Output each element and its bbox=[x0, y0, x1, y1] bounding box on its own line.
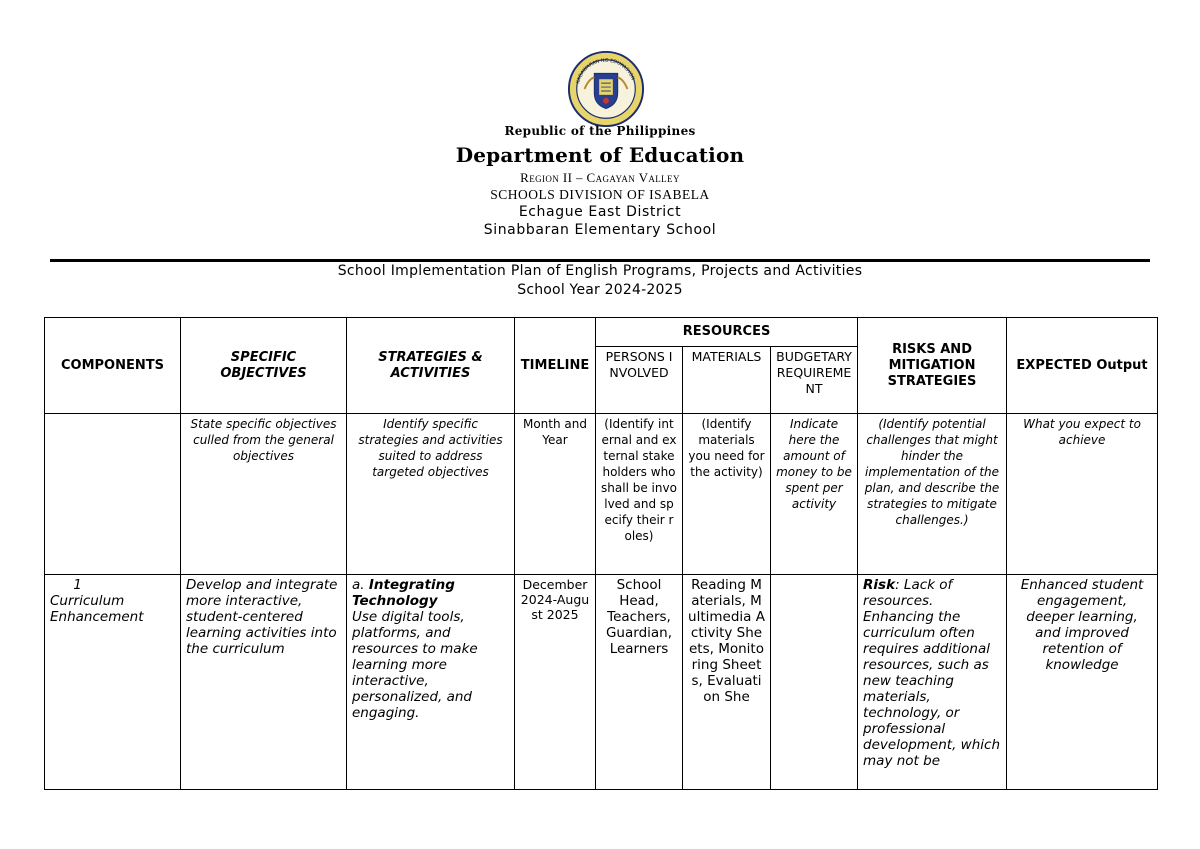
component-name: Curriculum Enhancement bbox=[50, 593, 144, 625]
component-number: 1 bbox=[73, 577, 82, 593]
guide-row bbox=[45, 414, 1158, 575]
table-row bbox=[45, 575, 1158, 790]
guide-materials: (Identify materials you need for the activity) bbox=[683, 414, 771, 575]
risk-body: : Lack of resources. Enhancing the curriculum often requires additional resources, such as new teaching materials, technology, or professional development, which may not be bbox=[863, 577, 1000, 769]
guide-persons: (Identify internal and external stakeholders who shall be involved and specify their roles) bbox=[596, 414, 683, 575]
objective-cell: Develop and integrate more interactive, student-centered learning activities into the curriculum bbox=[181, 575, 347, 790]
republic-line: Republic of the Philippines bbox=[504, 124, 696, 138]
col-header-resources: RESOURCES bbox=[596, 318, 858, 347]
deped-seal-logo bbox=[567, 50, 645, 128]
header-row bbox=[45, 318, 1158, 347]
persons-cell: School Head, Teachers, Guardian, Learners bbox=[596, 575, 683, 790]
guide-components bbox=[45, 414, 181, 575]
strategy-body: Use digital tools, platforms, and resources to make learning more interactive, personalized, and engaging. bbox=[352, 609, 478, 721]
budget-cell bbox=[771, 575, 858, 790]
region-line: Region II – Cagayan Valley bbox=[520, 170, 680, 185]
guide-strategies: Identify specific strategies and activities suited to address targeted objectives bbox=[347, 414, 515, 575]
guide-timeline: Month and Year bbox=[515, 414, 596, 575]
col-header-objectives: SPECIFIC OBJECTIVES bbox=[181, 318, 347, 414]
col-header-risks: RISKS AND MITIGATION STRATEGIES bbox=[858, 318, 1007, 414]
materials-cell: Reading Materials, Multimedia Activity Sheets, Monitoring Sheets, Evaluation She bbox=[683, 575, 771, 790]
col-header-expected: EXPECTED Output bbox=[1007, 318, 1158, 414]
implementation-plan-table bbox=[44, 317, 1158, 790]
col-header-budget: BUDGETARY REQUIREMENT bbox=[771, 347, 858, 414]
svg-text:KAGAWARAN NG EDUKASYON: KAGAWARAN NG EDUKASYON bbox=[575, 57, 636, 85]
col-header-materials: MATERIALS bbox=[683, 347, 771, 414]
school-year: School Year 2024-2025 bbox=[517, 282, 683, 298]
risk-label: Risk bbox=[863, 577, 896, 593]
col-header-persons: PERSONS INVOLVED bbox=[596, 347, 683, 414]
risk-cell bbox=[858, 575, 1007, 790]
guide-budget: Indicate here the amount of money to be spent per activity bbox=[771, 414, 858, 575]
header-divider bbox=[50, 259, 1150, 262]
col-header-timeline: TIMELINE bbox=[515, 318, 596, 414]
strategy-prefix: a. bbox=[352, 577, 369, 593]
guide-expected: What you expect to achieve bbox=[1007, 414, 1158, 575]
guide-objectives: State specific objectives culled from the general objectives bbox=[181, 414, 347, 575]
timeline-cell: December 2024-August 2025 bbox=[515, 575, 596, 790]
guide-risks: (Identify potential challenges that might hinder the implementation of the plan, and describe the strategies to mitigate challenges.) bbox=[858, 414, 1007, 575]
strategy-cell bbox=[347, 575, 515, 790]
expected-cell: Enhanced student engagement, deeper learning, and improved retention of knowledge bbox=[1007, 575, 1158, 790]
district-line: Echague East District bbox=[518, 204, 682, 220]
division-line: SCHOOLS DIVISION OF ISABELA bbox=[490, 187, 710, 202]
plan-title: School Implementation Plan of English Programs, Projects and Activities bbox=[337, 263, 863, 279]
school-name: Sinabbaran Elementary School bbox=[483, 222, 717, 238]
col-header-components: COMPONENTS bbox=[45, 318, 181, 414]
col-header-strategies: STRATEGIES & ACTIVITIES bbox=[347, 318, 515, 414]
component-cell bbox=[45, 575, 181, 790]
department-title: Department of Education bbox=[455, 143, 745, 167]
strategy-title: Integrating Technology bbox=[352, 577, 455, 609]
